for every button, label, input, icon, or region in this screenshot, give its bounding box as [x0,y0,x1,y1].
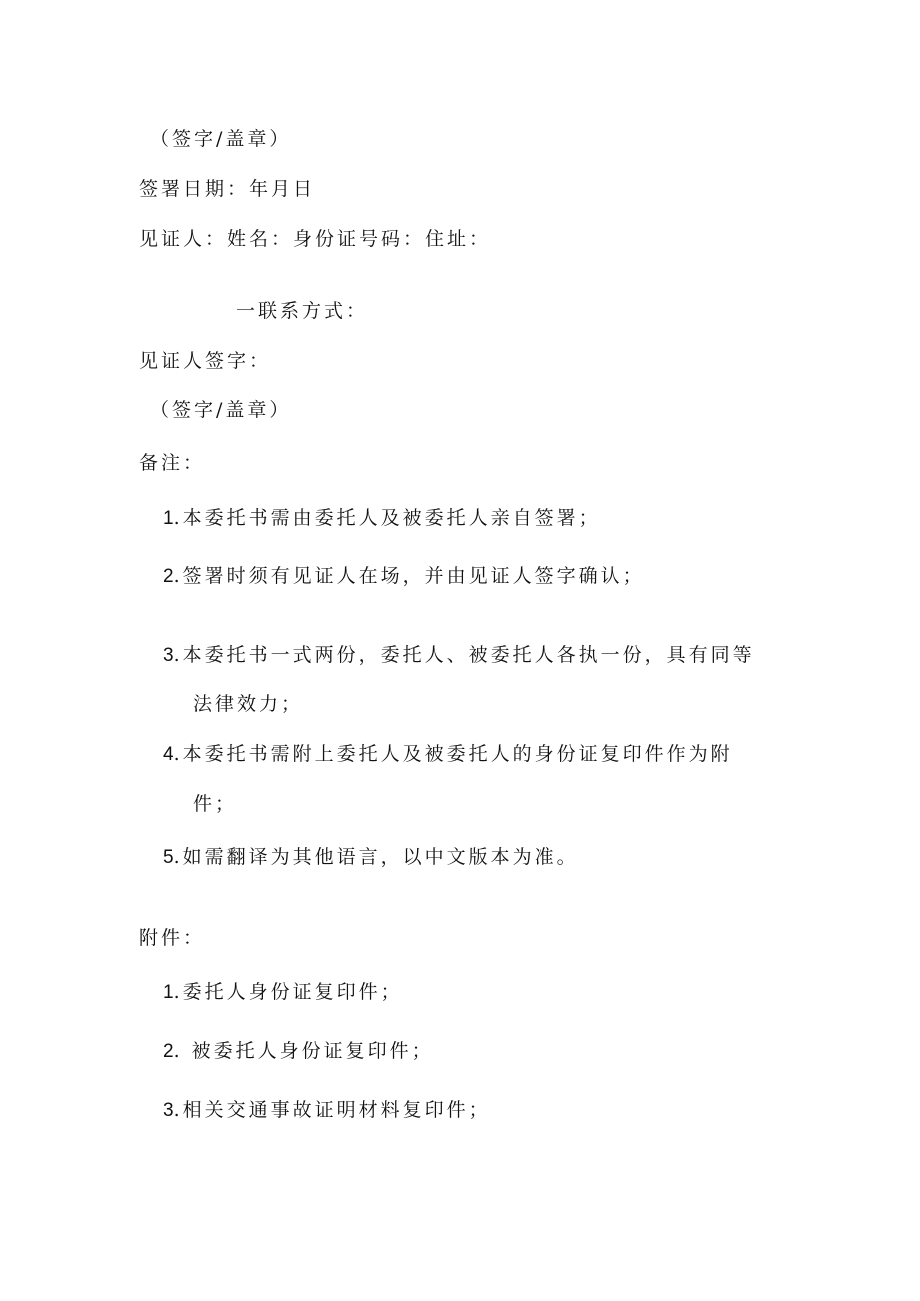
signing-date: 签署日期：年月日 [139,178,316,200]
remark-item-text: .签署时须有见证人在场，并由见证人签字确认； [173,565,645,587]
remark-item [163,845,579,870]
attachment-item-number: 1 [163,982,174,1003]
remark-item [163,564,645,589]
remark-item [163,506,601,531]
remark-item-number: 3 [163,645,174,666]
attachment-item [163,980,403,1005]
remark-item [163,742,733,767]
attachment-item [163,1098,491,1123]
attachment-item-number: 3 [163,1100,174,1121]
remark-item-number: 5 [163,847,174,868]
remark-item-continuation: 法律效力； [193,693,304,715]
remark-item-number: 2 [163,566,174,587]
signature-seal-note: （签字/盖章） [150,128,292,150]
remark-item-number: 1 [163,508,174,529]
attachment-item-text: .相关交通事故证明材料复印件； [173,1099,491,1121]
remark-item-text: .本委托书需由委托人及被委托人亲自签署； [173,507,601,529]
witness-contact: 一联系方式： [236,300,369,322]
remark-item [163,643,755,668]
witness-signature-seal-note: （签字/盖章） [150,399,292,421]
witness-signature-label: 见证人签字： [139,350,272,372]
attachment-item-text: .委托人身份证复印件； [173,981,403,1003]
attachment-item-text: . 被委托人身份证复印件； [173,1040,434,1062]
attachment-item-number: 2 [163,1041,174,1062]
attachments-heading: 附件： [139,927,206,949]
remarks-heading: 备注： [139,452,206,474]
attachment-item [163,1039,434,1064]
remark-item-number: 4 [163,744,174,765]
remark-item-continuation: 件； [193,793,238,815]
remark-item-text: .如需翻译为其他语言，以中文版本为准。 [173,846,579,868]
remark-item-text: .本委托书一式两份，委托人、被委托人各执一份，具有同等 [173,644,755,666]
remark-item-text: .本委托书需附上委托人及被委托人的身份证复印件作为附 [173,743,733,765]
witness-info-line: 见证人：姓名：身份证号码：住址： [139,228,492,250]
